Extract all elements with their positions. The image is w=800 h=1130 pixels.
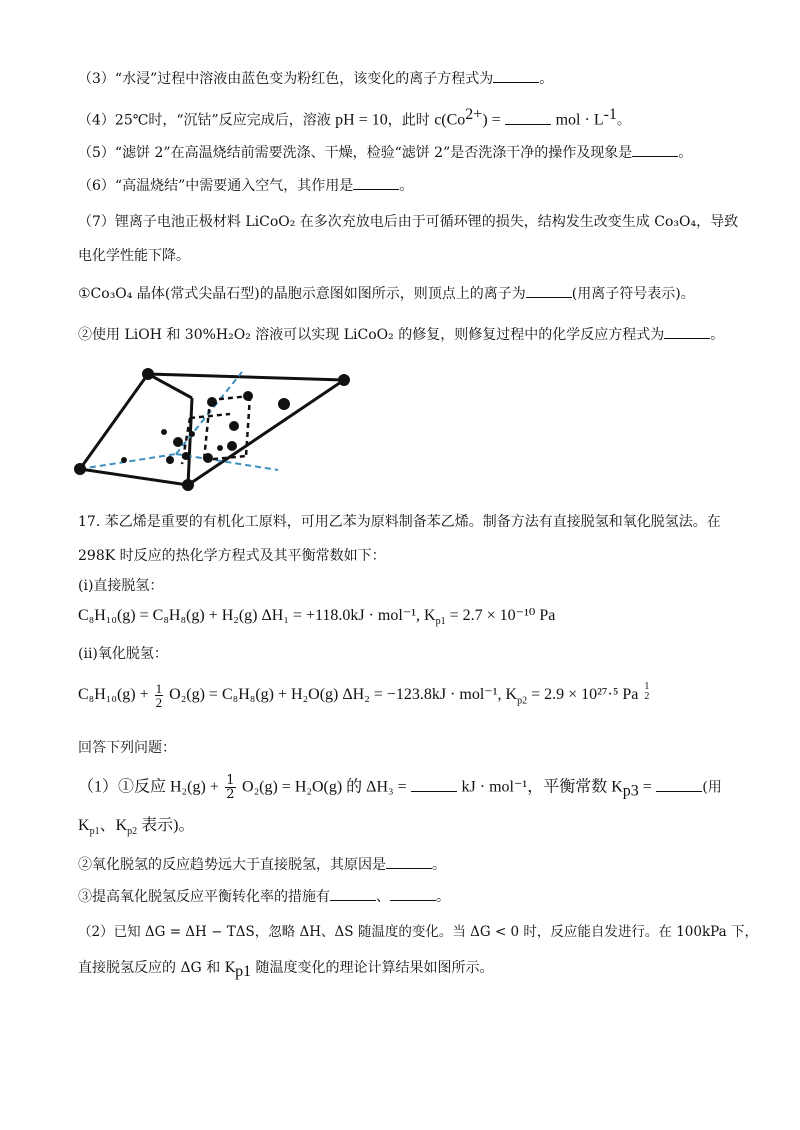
line-q16-5: （5）“滤饼 2”在高温烧结前需要洗涤、干燥，检验“滤饼 2”是否洗涤干净的操作及现象是 。: [78, 142, 692, 163]
answer-blank: [386, 854, 432, 869]
line-q17-1a: （1）①反应 H₂(g) + $\frac{1}{2}$ O₂(g) = H₂O(g) 的 ΔH₃ = kJ · mol⁻¹，平衡常数 $K_{p3}$ = (用: [78, 773, 722, 802]
label-oxidative-dehydrogenation: (ii)氧化脱氢：: [78, 646, 168, 662]
line-q17-1c: ③提高氧化脱氢反应平衡转化率的措施有 、 。: [78, 886, 450, 907]
line-q16-7: （7）锂离子电池正极材料 LiCoO₂ 在多次充放电后由于可循环锂的损失，结构发生改变生成 Co₃O₄，导致: [78, 214, 739, 230]
answer-prompt: 回答下列问题：: [78, 740, 176, 756]
line-q16-7a: ①Co₃O₄ 晶体(常式尖晶石型)的晶胞示意图如图所示，则顶点上的离子为 (用离子符号表示)。: [78, 283, 695, 304]
equation-1: C₈H₁₀(g) = C₈H₈(g) + H₂(g) ΔH₁ = +118.0kJ · mol⁻¹, $K_{p1} = 2.7 \times 10^{-10}$ Pa: [78, 607, 556, 628]
answer-blank: [390, 886, 436, 901]
line-q16-6: （6）“高温烧结”中需要通入空气，其作用是 。: [78, 175, 413, 196]
line-q17-2-cont: 直接脱氢反应的 ΔG 和 $K_{p1}$ 随温度变化的理论计算结果如图所示。: [78, 960, 494, 980]
answer-blank: [330, 886, 376, 901]
answer-blank: [493, 68, 539, 83]
line-q17-2: （2）已知 ΔG = ΔH − TΔS，忽略 ΔH、ΔS 随温度的变化。当 ΔG < 0 时，反应能自发进行。在 100kPa 下，: [78, 924, 758, 940]
answer-blank: [632, 142, 678, 157]
label-direct-dehydrogenation: (i)直接脱氢：: [78, 578, 164, 594]
line-q17-1a-cont: $K_{p1}$、$K_{p2}$ 表示)。: [78, 817, 195, 838]
line-q16-4: （4）25℃时，“沉钴”反应完成后，溶液 pH = 10，此时 $c(Co^{2+})$ = mol · $L^{-1}$。: [78, 106, 631, 129]
crystal-cell-diagram: [72, 362, 362, 502]
line-q16-7-cont: 电化学性能下降。: [78, 248, 190, 264]
answer-blank: [526, 283, 572, 298]
line-q17-1b: ②氧化脱氢的反应趋势远大于直接脱氢，其原因是 。: [78, 854, 446, 875]
fraction-one-half: $\frac{1}{2}$: [226, 773, 235, 802]
exponent-one-half: 1 2: [644, 681, 650, 702]
line-q16-3: （3）“水浸”过程中溶液由蓝色变为粉红色，该变化的离子方程式为 。: [78, 68, 553, 89]
answer-blank: [411, 777, 457, 792]
answer-blank: [656, 777, 702, 792]
answer-blank: [664, 324, 710, 339]
line-q16-7b: ②使用 LiOH 和 30%H₂O₂ 溶液可以实现 LiCoO₂ 的修复，则修复过程中的化学反应方程式为 。: [78, 324, 724, 345]
answer-blank: [505, 110, 551, 125]
equation-2: C₈H₁₀(g) + $\frac{1}{2}$ O₂(g) = C₈H₈(g) + H₂O(g) ΔH₂ = −123.8kJ · mol⁻¹, $K_{p2} = 2.9 \times 10^{27}\cdot^5$ Pa 1 2: [78, 681, 650, 710]
fraction-one-half: $\frac{1}{2}$: [155, 681, 163, 710]
q16-3-text: （3）“水浸”过程中溶液由蓝色变为粉红色，该变化的离子方程式为: [78, 71, 494, 87]
answer-blank: [353, 175, 399, 190]
line-q17-intro-cont: 298K 时反应的热化学方程式及其平衡常数如下：: [78, 548, 386, 564]
line-q17-intro: 17. 苯乙烯是重要的有机化工原料，可用乙苯为原料制备苯乙烯。制备方法有直接脱氢和氧化脱氢法。在: [78, 514, 721, 530]
